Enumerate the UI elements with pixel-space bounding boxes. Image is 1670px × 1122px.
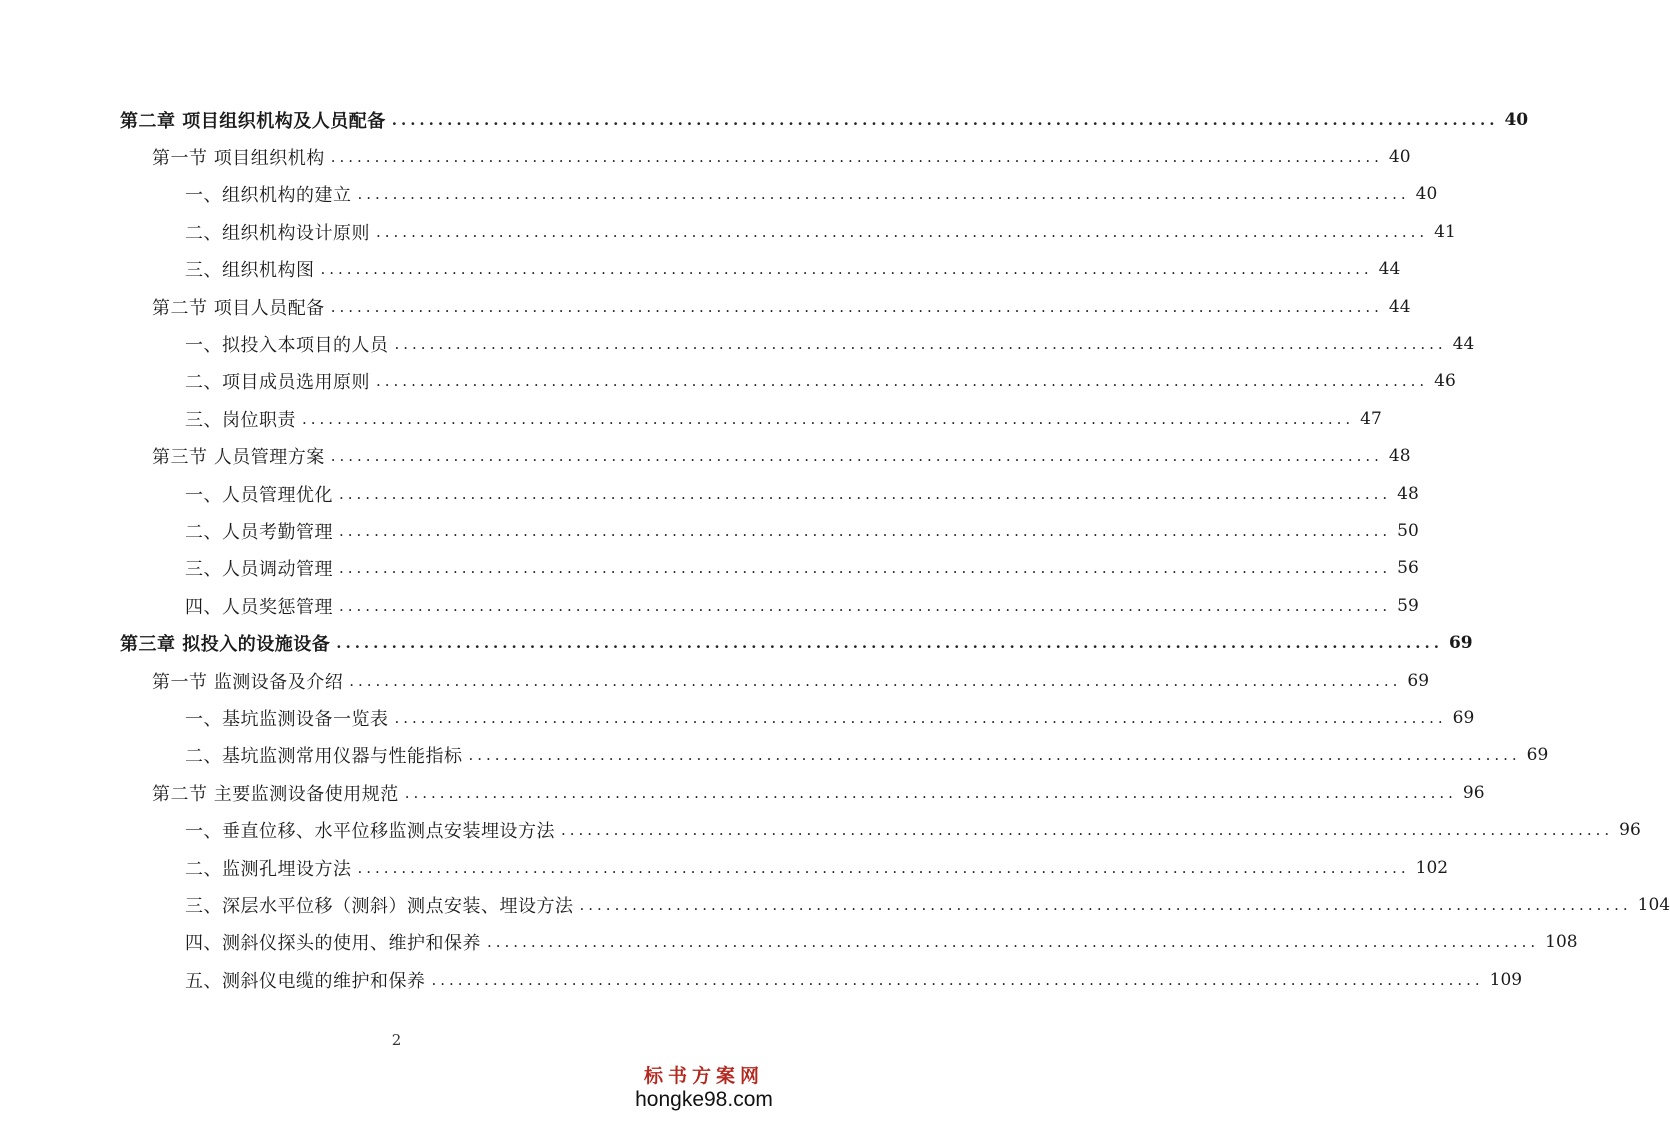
- toc-subsection-entry: [0, 512, 1419, 549]
- toc-entry-title: 第一节 项目组织机构: [152, 148, 325, 170]
- toc-section-entry: [0, 662, 1430, 699]
- toc-page-number: 48: [1397, 483, 1419, 504]
- toc-chapter-entry: [0, 624, 1473, 661]
- toc-entry-title: 第二节 主要监测设备使用规范: [152, 783, 399, 805]
- toc-subsection-entry: [0, 699, 1475, 736]
- toc-page-number: 108: [1545, 932, 1578, 953]
- toc-subsection-entry: [0, 961, 1523, 998]
- toc-dot-leader: ........................................................................................................................: [431, 970, 1484, 989]
- toc-subsection-entry: [0, 924, 1578, 961]
- toc-page-number: 50: [1397, 520, 1419, 541]
- toc-dot-leader: ........................................................................................................................: [330, 447, 1383, 466]
- toc-dot-leader: ........................................................................................................................: [339, 596, 1392, 615]
- table-of-contents: [0, 101, 1670, 998]
- page-number: 2: [391, 1031, 402, 1049]
- toc-page-number: 44: [1378, 259, 1401, 280]
- toc-entry-title: 二、项目成员选用原则: [185, 372, 370, 394]
- toc-dot-leader: ........................................................................................................................: [330, 297, 1383, 316]
- toc-subsection-entry: [0, 176, 1438, 213]
- toc-page-number: 46: [1434, 371, 1456, 392]
- toc-page-number: 56: [1397, 558, 1419, 579]
- toc-subsection-entry: [0, 251, 1401, 288]
- toc-entry-title: 第一节 监测设备及介绍: [152, 671, 344, 693]
- toc-dot-leader: ........................................................................................................................: [391, 110, 1499, 129]
- toc-entry-title: 一、人员管理优化: [185, 484, 333, 506]
- toc-subsection-entry: [0, 587, 1419, 624]
- watermark-url: hongke98.com: [635, 1088, 773, 1111]
- watermark-title: 标书方案网: [643, 1066, 764, 1087]
- toc-entry-title: 三、人员调动管理: [185, 559, 333, 581]
- toc-section-entry: [0, 438, 1411, 475]
- toc-page-number: 109: [1489, 969, 1523, 990]
- toc-entry-title: 三、深层水平位移（测斜）测点安装、埋设方法: [185, 895, 574, 917]
- toc-entry-title: 一、垂直位移、水平位移监测点安装埋设方法: [185, 821, 555, 843]
- toc-page-number: 96: [1462, 782, 1485, 803]
- toc-page-number: 44: [1452, 334, 1475, 355]
- toc-dot-leader: ........................................................................................................................: [330, 148, 1383, 167]
- toc-page-number: 40: [1504, 109, 1529, 130]
- toc-page-number: 69: [1452, 707, 1475, 728]
- toc-dot-leader: ........................................................................................................................: [376, 372, 1429, 391]
- toc-entry-title: 第二章 项目组织机构及人员配备: [120, 110, 386, 132]
- toc-page-number: 40: [1415, 184, 1438, 205]
- toc-entry-title: 二、人员考勤管理: [185, 521, 333, 543]
- toc-entry-title: 二、组织机构设计原则: [185, 222, 370, 244]
- toc-dot-leader: ........................................................................................................................: [404, 783, 1457, 802]
- toc-dot-leader: ........................................................................................................................: [339, 484, 1392, 503]
- toc-dot-leader: ........................................................................................................................: [320, 260, 1373, 279]
- toc-dot-leader: ........................................................................................................................: [349, 671, 1402, 690]
- toc-section-entry: [0, 774, 1485, 811]
- toc-subsection-entry: [0, 886, 1670, 923]
- toc-entry-title: 五、测斜仪电缆的维护和保养: [185, 970, 426, 992]
- toc-page-number: 102: [1415, 857, 1449, 878]
- toc-subsection-entry: [0, 475, 1419, 512]
- toc-entry-title: 四、测斜仪探头的使用、维护和保养: [185, 933, 481, 955]
- toc-subsection-entry: [0, 363, 1456, 400]
- toc-page-number: 69: [1407, 670, 1430, 691]
- toc-subsection-entry: [0, 811, 1641, 848]
- toc-section-entry: [0, 138, 1411, 175]
- toc-section-entry: [0, 288, 1411, 325]
- toc-dot-leader: ........................................................................................................................: [339, 521, 1392, 540]
- toc-subsection-entry: [0, 550, 1419, 587]
- toc-entry-title: 第三节 人员管理方案: [152, 447, 325, 469]
- toc-page-number: 59: [1397, 595, 1419, 616]
- toc-dot-leader: ........................................................................................................................: [336, 634, 1443, 653]
- toc-dot-leader: ........................................................................................................................: [487, 933, 1540, 952]
- toc-entry-title: 一、组织机构的建立: [185, 185, 352, 207]
- toc-page-number: 96: [1619, 820, 1641, 841]
- toc-subsection-entry: [0, 400, 1382, 437]
- toc-page-number: 41: [1434, 221, 1456, 242]
- toc-entry-title: 二、监测孔埋设方法: [185, 858, 352, 880]
- toc-entry-title: 一、基坑监测设备一览表: [185, 708, 389, 730]
- toc-dot-leader: ........................................................................................................................: [339, 559, 1392, 578]
- toc-page-number: 104: [1637, 894, 1670, 915]
- toc-dot-leader: ........................................................................................................................: [376, 222, 1429, 241]
- toc-dot-leader: ........................................................................................................................: [394, 335, 1447, 354]
- toc-page-number: 40: [1388, 147, 1411, 168]
- toc-dot-leader: ........................................................................................................................: [357, 185, 1410, 204]
- toc-entry-title: 四、人员奖惩管理: [185, 596, 333, 618]
- toc-page-number: 69: [1526, 745, 1549, 766]
- watermark: [629, 1066, 779, 1112]
- toc-page-number: 47: [1360, 408, 1382, 429]
- toc-page-number: 69: [1448, 633, 1473, 654]
- toc-subsection-entry: [0, 737, 1549, 774]
- toc-chapter-entry: [0, 101, 1529, 138]
- toc-dot-leader: ........................................................................................................................: [579, 895, 1632, 914]
- toc-subsection-entry: [0, 849, 1449, 886]
- toc-dot-leader: ........................................................................................................................: [561, 821, 1614, 840]
- toc-entry-title: 一、拟投入本项目的人员: [185, 335, 389, 357]
- toc-subsection-entry: [0, 325, 1475, 362]
- toc-subsection-entry: [0, 213, 1456, 250]
- toc-entry-title: 二、基坑监测常用仪器与性能指标: [185, 746, 463, 768]
- toc-dot-leader: ........................................................................................................................: [357, 858, 1410, 877]
- toc-entry-title: 第三章 拟投入的设施设备: [120, 634, 331, 656]
- toc-entry-title: 三、组织机构图: [185, 260, 315, 282]
- toc-entry-title: 第二节 项目人员配备: [152, 297, 325, 319]
- toc-dot-leader: ........................................................................................................................: [468, 746, 1521, 765]
- toc-entry-title: 三、岗位职责: [185, 409, 296, 431]
- toc-dot-leader: ........................................................................................................................: [394, 708, 1447, 727]
- toc-page-number: 48: [1388, 446, 1411, 467]
- toc-dot-leader: ........................................................................................................................: [302, 409, 1355, 428]
- toc-page-number: 44: [1388, 296, 1411, 317]
